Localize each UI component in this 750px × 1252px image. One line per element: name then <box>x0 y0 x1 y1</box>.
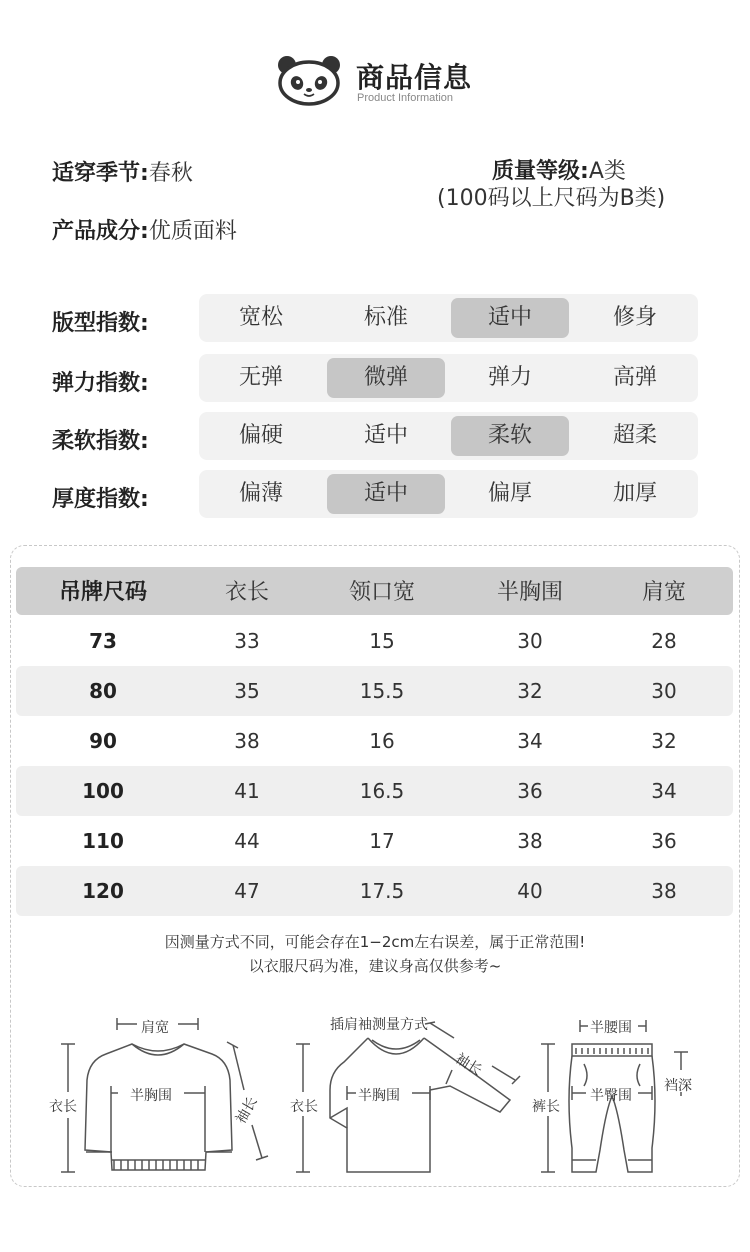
column-header-length: 衣长 <box>224 580 269 605</box>
table-cell: 110 <box>82 829 124 853</box>
table-cell: 38 <box>517 829 543 853</box>
pants-hip-label: 半臀围 <box>590 1088 632 1104</box>
table-cell: 80 <box>89 679 117 703</box>
table-cell: 28 <box>651 629 677 653</box>
thickness-index-bar <box>199 470 698 518</box>
elasticity-option: 无弹 <box>238 365 283 390</box>
table-cell: 90 <box>89 729 117 753</box>
fit-index-label: 版型指数: <box>52 311 149 336</box>
softness-index-label: 柔软指数: <box>52 429 149 454</box>
fit-index-bar <box>199 294 698 342</box>
table-cell: 17 <box>369 829 395 853</box>
table-cell: 41 <box>234 779 260 803</box>
header <box>0 50 750 110</box>
season-info <box>52 156 193 187</box>
page-title: 商品信息 <box>356 61 473 94</box>
page-subtitle: Product Information <box>357 92 453 104</box>
table-cell: 35 <box>234 679 260 703</box>
table-cell: 15 <box>369 629 395 653</box>
season-label: 适穿季节: <box>52 161 149 186</box>
fit-option: 标准 <box>363 305 408 330</box>
table-cell: 100 <box>82 779 124 803</box>
elasticity-option: 高弹 <box>612 365 657 390</box>
softness-option: 适中 <box>363 423 408 448</box>
thickness-option: 偏厚 <box>487 481 532 506</box>
quality-value: A类 <box>588 159 626 184</box>
table-row <box>16 816 733 866</box>
column-header-neck: 领口宽 <box>348 580 415 605</box>
table-cell: 36 <box>651 829 677 853</box>
panda-icon <box>274 54 344 106</box>
table-cell: 34 <box>517 729 543 753</box>
pants-length-label: 裤长 <box>532 1099 560 1115</box>
table-cell: 36 <box>517 779 543 803</box>
table-row <box>16 766 733 816</box>
table-cell: 15.5 <box>359 679 405 703</box>
table-cell: 73 <box>89 629 117 653</box>
quality-note: (100码以上尺码为B类) <box>437 186 666 211</box>
table-cell: 40 <box>517 879 543 903</box>
raglan-sleeve-label: 袖长 <box>452 1050 485 1080</box>
thickness-option: 加厚 <box>612 481 657 506</box>
table-cell: 44 <box>234 829 260 853</box>
softness-option: 偏硬 <box>238 423 283 448</box>
sweater-length-label: 衣长 <box>49 1099 77 1115</box>
sweater-sleeve-label: 袖长 <box>232 1094 261 1127</box>
material-label: 产品成分: <box>52 219 149 244</box>
elasticity-index-bar <box>199 354 698 402</box>
pants-waist-label: 半腰围 <box>590 1020 632 1036</box>
quality-label: 质量等级: <box>492 159 589 184</box>
raglan-length-label: 衣长 <box>290 1099 318 1115</box>
elasticity-index-label: 弹力指数: <box>52 371 149 396</box>
table-cell: 33 <box>234 629 260 653</box>
column-header-chest: 半胸围 <box>496 580 563 605</box>
table-cell: 30 <box>517 629 543 653</box>
softness-option: 超柔 <box>612 423 657 448</box>
fit-option-selected: 适中 <box>451 298 569 338</box>
table-row <box>16 716 733 766</box>
material-value: 优质面料 <box>148 219 237 244</box>
elasticity-option: 弹力 <box>487 365 532 390</box>
size-table-header <box>16 567 733 615</box>
table-row <box>16 616 733 666</box>
table-cell: 120 <box>82 879 124 903</box>
material-info <box>52 214 237 245</box>
column-header-shoulder: 肩宽 <box>641 580 686 605</box>
table-cell: 16 <box>369 729 395 753</box>
sweater-shoulder-label: 肩宽 <box>141 1020 169 1036</box>
pants-rise-label: 裆深 <box>664 1078 692 1094</box>
elasticity-option-selected: 微弹 <box>327 358 445 398</box>
table-cell: 16.5 <box>359 779 405 803</box>
table-cell: 32 <box>651 729 677 753</box>
table-cell: 38 <box>651 879 677 903</box>
raglan-chest-label: 半胸围 <box>358 1088 400 1104</box>
softness-option-selected: 柔软 <box>451 416 569 456</box>
size-advice-note: 以衣服尺码为准，建议身高仅供参考~ <box>248 957 502 975</box>
thickness-option: 偏薄 <box>238 481 283 506</box>
season-value: 春秋 <box>148 161 193 186</box>
table-row <box>16 866 733 916</box>
raglan-title-label: 插肩袖测量方式 <box>330 1017 428 1033</box>
table-cell: 32 <box>517 679 543 703</box>
column-header-size: 吊牌尺码 <box>58 580 147 605</box>
table-row <box>16 666 733 716</box>
table-cell: 17.5 <box>359 879 405 903</box>
sweater-chest-label: 半胸围 <box>130 1088 172 1104</box>
table-cell: 38 <box>234 729 260 753</box>
fit-option: 宽松 <box>238 305 283 330</box>
table-cell: 34 <box>651 779 677 803</box>
table-cell: 30 <box>651 679 677 703</box>
fit-option: 修身 <box>612 305 657 330</box>
softness-index-bar <box>199 412 698 460</box>
thickness-option-selected: 适中 <box>327 474 445 514</box>
raglan-shirt-icon <box>296 1022 520 1172</box>
thickness-index-label: 厚度指数: <box>52 487 149 512</box>
measurement-note: 因测量方式不同，可能会存在1−2cm左右误差，属于正常范围! <box>164 933 586 951</box>
table-cell: 47 <box>234 879 260 903</box>
